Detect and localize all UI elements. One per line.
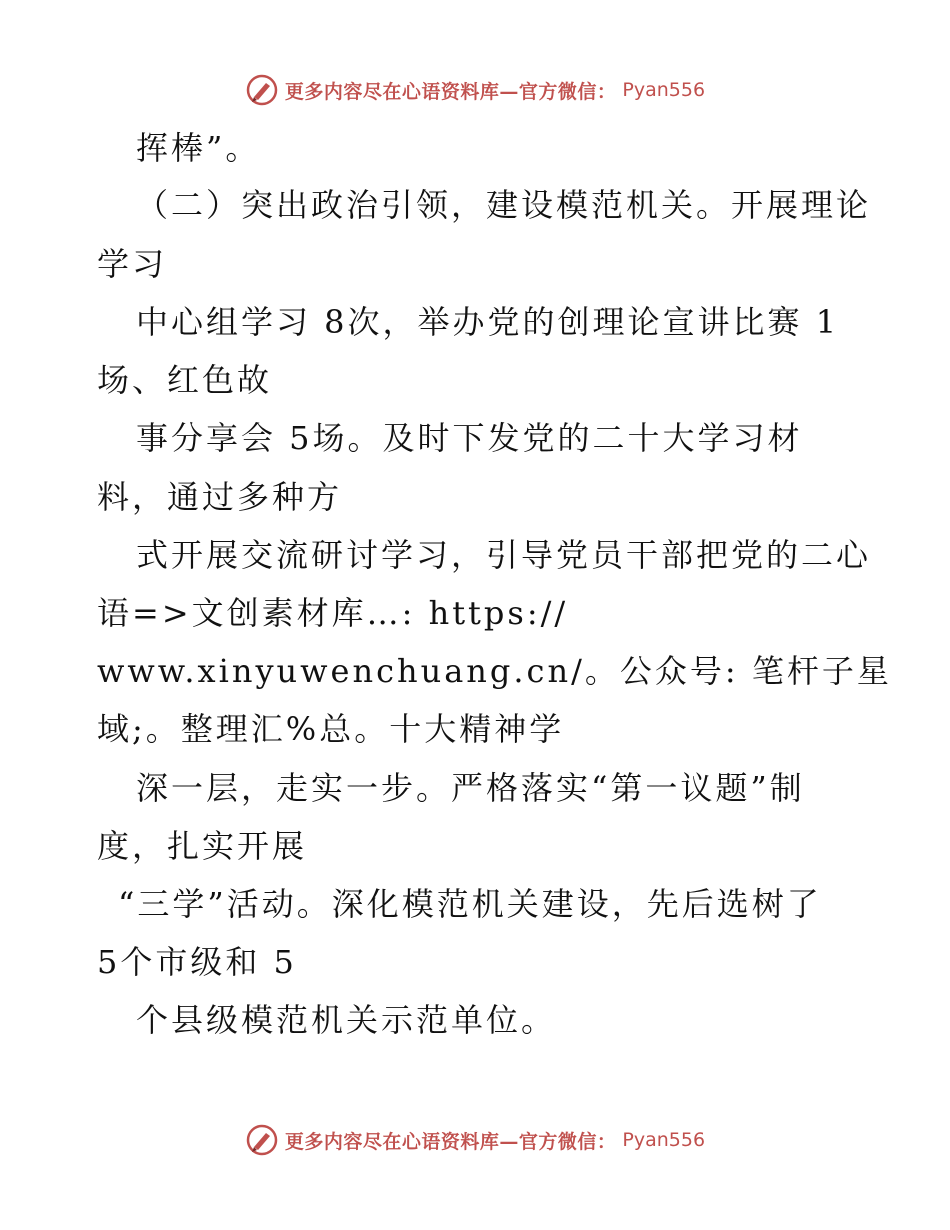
- text-line: 场、红色故: [97, 361, 273, 399]
- text-line: 深一层，走实一步。严格落实“第一议题”制: [136, 769, 805, 807]
- pen-logo-icon: [245, 1123, 279, 1157]
- watermark-text: 更多内容尽在心语资料库—官方微信：: [284, 80, 617, 103]
- text-line: 料，通过多种方: [97, 478, 343, 516]
- text-line: 学习: [97, 245, 168, 283]
- watermark-text: 更多内容尽在心语资料库—官方微信：: [284, 1130, 617, 1153]
- text-line: www.xinyuwenchuang.cn/。公众号: 笔杆子星: [97, 652, 892, 690]
- text-line: 式开展交流研讨学习，引导党员干部把党的二心: [136, 536, 872, 574]
- text-line: （二）突出政治引领，建设模范机关。开展理论: [136, 186, 872, 224]
- watermark-wechat-id: Pyan556: [622, 1129, 706, 1151]
- text-line: 挥棒”。: [136, 129, 261, 167]
- watermark-wechat-id: Pyan556: [622, 79, 706, 101]
- footer-watermark: [0, 1120, 950, 1160]
- text-line: 域;。整理汇%总。十大精神学: [97, 710, 565, 748]
- text-line: 中心组学习 8次，举办党的创理论宣讲比赛 1: [136, 303, 840, 341]
- text-line: 5个市级和 5: [97, 943, 297, 981]
- text-line: 语=>文创素材库…: https://: [97, 594, 569, 632]
- text-line: 度，扎实开展: [97, 827, 308, 865]
- text-line: 个县级模范机关示范单位。: [136, 1001, 557, 1039]
- text-line: 事分享会 5场。及时下发党的二十大学习材: [136, 419, 803, 457]
- text-line: “三学”活动。深化模范机关建设，先后选树了: [118, 885, 822, 923]
